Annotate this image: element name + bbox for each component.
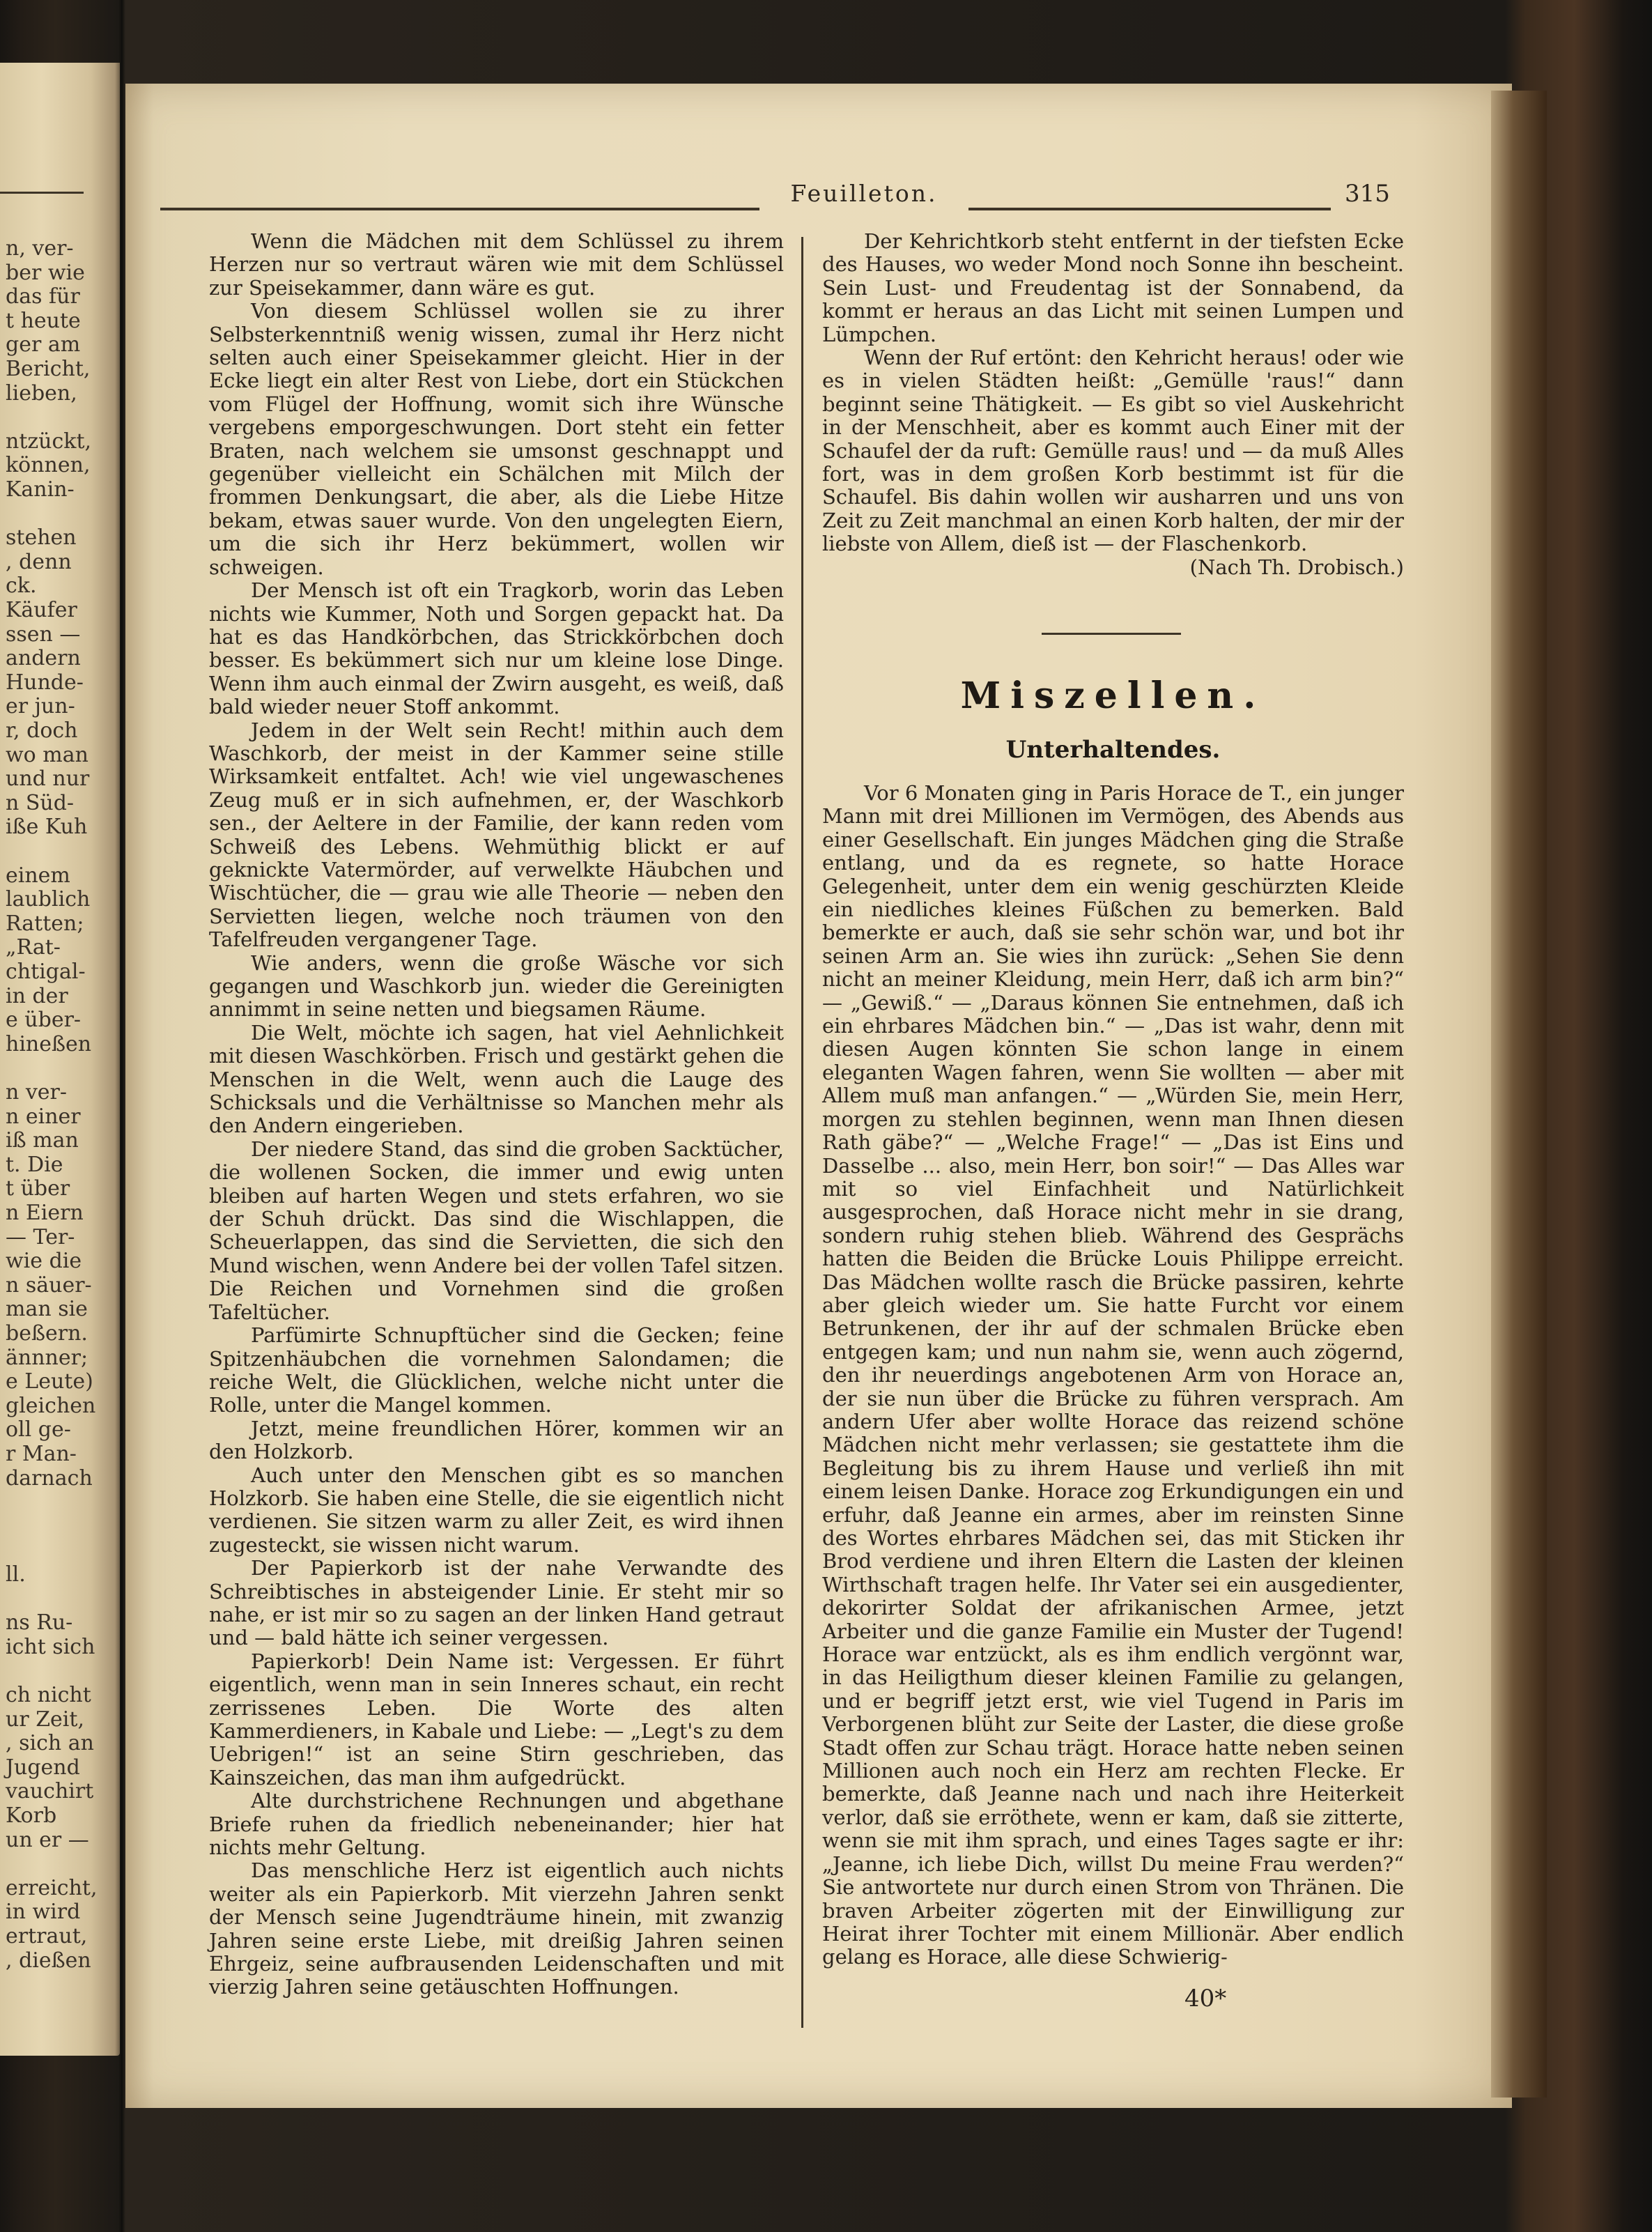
facing-page-edge: [0, 63, 120, 2056]
paragraph: Auch unter den Menschen gibt es so manchen Holzkorb. Sie haben eine Stelle, die sie eigentlich nicht verdienen. Sie sitzen warm zu aller Zeit, es wird ihnen zugesteckt, sie wissen nicht warum.: [209, 1463, 784, 1557]
paragraph: Wie anders, wenn die große Wäsche vor sich gegangen und Waschkorb jun. wieder die Gereinigten annimmt in seine netten und biegsamen Räume.: [209, 950, 784, 1022]
facing-page-line: wie die: [6, 1249, 82, 1274]
facing-page-line: r, doch: [6, 718, 78, 743]
facing-page-line: stehen: [6, 525, 77, 551]
facing-page-line: erreicht,: [6, 1875, 98, 1900]
story-paragraph: Vor 6 Monaten ging in Paris Horace de T., ein junger Mann mit drei Millionen im Vermögen, des Abends aus einer Gesellschaft. Ein junges Mädchen ging die Straße entlang, und da es regnete, so hatte Horace Gelegenheit, unter dem ein wenig geschürzten Kleide ein niedliches kleines Füßchen zu bemerken. Bald bemerkte er auch, daß sie sehr schön war, und bot ihr seinen Arm an. Sie wies ihn zurück: „Sehen Sie denn nicht an meiner Kleidung, mein Herr, daß ich arm bin?“ — „Gewiß.“ — „Daraus können Sie entnehmen, daß ich ein ehrbares Mädchen bin.“ — „Das ist wahr, denn mit diesen Augen könnten Sie schon lange in einem eleganten Wagen fahren, wenn Sie wollten — aber mit Allem muß man anfangen.“ — „Würden Sie, mein Herr, morgen zu stehlen beginnen, wenn man Ihnen diesen Rath gäbe?“ — „Welche Frage!“ — „Das ist Eins und Dasselbe ... also, mein Herr, bon soir!“ — Das Alles war mit so viel Einfachheit und Natürlichkeit ausgesprochen, daß Horace nicht mehr in sie drang, sondern ruhig stehen blieb. Während des Gesprächs hatten die Beiden die Brücke Louis Philippe erreicht. Das Mädchen wollte rasch die Brücke passiren, kehrte aber gleich wieder um. Sie hatte Furcht vor einem Betrunkenen, der ihr auf der schmalen Brücke eben entgegen kam; und nun nahm sie, wenn auch zögernd, den ihr neuerdings angebotenen Arm von Horace an, der sie nun über die Brücke zu führen versprach. Am andern Ufer aber wollte Horace das reizend schöne Mädchen nicht mehr verlassen; sie gestattete ihm die Begleitung bis zu ihrem Hause und verließ ihn mit einem leisen Danke. Horace zog Erkundigungen ein und erfuhr, daß Jeanne ein armes, aber im reinsten Sinne des Wortes ehrbares Mädchen sei, das mit Sticken ihr Brod verdiene und ihren Eltern die Lasten der kleinen Wirthschaft tragen helfe. Ihr Vater sei ein ausgedienter, dekorirter Soldat der afrikanischen Armee, jetzt Arbeiter und die ganze Familie ein Muster der Tugend! Horace war entzückt, als es ihm endlich vergönnt war, in das Heiligthum dieser kleinen Familie zu gelangen, und er begriff jetzt erst, wie viel Tugend in Paris im Verborgenen blüht zur Seite der Laster, die diese große Stadt offen zur Schau trägt. Horace hatte neben seinen Millionen auch noch ein Herz am rechten Flecke. Er bemerkte, daß Jeanne nach und nach ihre Heiterkeit verlor, daß sie erröthete, wenn er kam, daß sie zitterte, wenn sie mit ihm sprach, und eines Tages sagte er ihr: „Jeanne, ich liebe Dich, willst Du meine Frau werden?“ Sie antwortete nur durch einen Strom von Thränen. Die braven Arbeiter zögerten mit der Einwilligung zur Heirat ihrer Tochter mit einem Millionär. Aber endlich gelang es Horace, alle diese Schwierig-: [822, 781, 1404, 1969]
paragraph: Jedem in der Welt sein Recht! mithin auch dem Waschkorb, der meist in der Kammer seine stille Wirksamkeit entfaltet. Ach! wie viel ungewaschenes Zeug muß er in sich aufnehmen, er, der Waschkorb sen., der Aeltere in der Familie, der kann reden vom Schweiß des Lebens. Wehmüthig blickt er auf geknickte Vatermörder, auf verwelkte Häubchen und Wischtücher, die — grau wie alle Theorie — neben den Servietten liegen, welche noch träumen von den Tafelfreuden vergangener Tage.: [209, 718, 784, 952]
column-rule: [801, 237, 803, 2028]
facing-page-line: e über-: [6, 1008, 82, 1033]
facing-page-line: t über: [6, 1176, 70, 1201]
facing-page-line: können,: [6, 453, 91, 478]
facing-page-line: lieben,: [6, 380, 77, 406]
section-title: Miszellen.: [960, 675, 1266, 717]
facing-page-line: gleichen: [6, 1393, 96, 1418]
facing-page-rule: [0, 192, 84, 194]
facing-page-line: ännner;: [6, 1345, 88, 1370]
paragraph: [822, 346, 1404, 579]
paragraph: Der niedere Stand, das sind die groben Sacktücher, die wollenen Socken, die immer und ewig unten bleiben auf harten Wegen und stets erfahren, wo sie der Schuh drückt. Das sind die Wischlappen, die Scheuerlappen, das sind die Servietten, die sich den Mund wischen, wenn Andere bei der vollen Tafel sitzen. Die Reichen und Vornehmen sind die großen Tafeltücher.: [209, 1137, 784, 1324]
facing-page-line: n einer: [6, 1104, 81, 1129]
facing-page-line: ger am: [6, 332, 81, 357]
facing-page-line: n Eiern: [6, 1201, 84, 1225]
facing-page-line: , denn: [6, 549, 72, 574]
facing-page-line: hineßen: [6, 1031, 92, 1056]
facing-page-line: n Süd-: [6, 790, 75, 815]
paragraph: Parfümirte Schnupftücher sind die Gecken; feine Spitzenhäubchen die vornehmen Salondamen; die reiche Welt, die Glücklichen, welche nicht unter die Rolle, unter die Mangel kommen.: [209, 1323, 784, 1417]
facing-page-line: einem: [6, 863, 70, 888]
facing-page-line: Käufer: [6, 598, 77, 622]
facing-page-line: ur Zeit,: [6, 1707, 84, 1732]
facing-page-line: , dießen: [6, 1948, 91, 1973]
signature-mark: 40*: [1184, 1985, 1227, 2012]
right-text-column: [822, 230, 1404, 579]
header-rule-right: [968, 208, 1331, 210]
facing-page-line: ssen —: [6, 622, 81, 647]
facing-page-line: das für: [6, 284, 80, 309]
facing-page-line: t heute: [6, 308, 81, 333]
section-separator: [1042, 633, 1181, 635]
facing-page-line: iße Kuh: [6, 815, 88, 840]
facing-page-line: ertraut,: [6, 1924, 88, 1948]
paragraph: Die Welt, möchte ich sagen, hat viel Aehnlichkeit mit diesen Waschkörben. Frisch und gestärkt gehen die Menschen in die Welt, wenn auch die Lauge des Schicksals und die Verhältnisse so Manchen mehr als den Andern eingerieben.: [209, 1020, 784, 1138]
page-number: 315: [1345, 180, 1390, 208]
facing-page-line: n, ver-: [6, 236, 74, 261]
facing-page-line: Korb: [6, 1803, 57, 1828]
facing-page-line: in wird: [6, 1900, 81, 1925]
facing-page-line: n ver-: [6, 1080, 68, 1105]
facing-page-line: wo man: [6, 742, 88, 767]
facing-page-line: laublich: [6, 887, 91, 912]
facing-page-line: Bericht,: [6, 357, 91, 381]
book-binding-edge: [1491, 91, 1547, 2098]
paragraph: Papierkorb! Dein Name ist: Vergessen. Er führt eigentlich, wenn man in sein Inneres schaut, ein recht zerrissenes Leben. Die Worte des alten Kammerdieners, in Kabale und Liebe: — „Legt's zu dem Uebrigen!“ ist an seine Stirn geschrieben, das Kainszeichen, das man ihm aufgedrückt.: [209, 1649, 784, 1790]
section-subtitle: Unterhaltendes.: [1005, 736, 1221, 764]
facing-page-line: r Man-: [6, 1442, 77, 1466]
facing-page-line: Ratten;: [6, 911, 84, 936]
facing-page-line: Hunde-: [6, 670, 84, 695]
left-text-column: [209, 230, 784, 1999]
facing-page-line: ntzückt,: [6, 429, 92, 454]
paragraph: Wenn die Mädchen mit dem Schlüssel zu ihrem Herzen nur so vertraut wären wie mit dem Schlüssel zur Speisekammer, dann wäre es gut.: [209, 229, 784, 300]
running-title: Feuilleton.: [790, 180, 938, 207]
facing-page-line: oll ge-: [6, 1417, 71, 1442]
facing-page-line: — Ter-: [6, 1224, 75, 1249]
facing-page-line: und nur: [6, 767, 90, 792]
facing-page-line: vauchirt: [6, 1779, 94, 1804]
facing-page-line: in der: [6, 983, 68, 1008]
story-column: [822, 782, 1404, 1969]
facing-page-line: ll.: [6, 1562, 26, 1587]
paragraph-text: Wenn der Ruf ertönt: den Kehricht heraus! oder wie es in vielen Städten heißt: „Gemülle 'raus!“ dann beginnt seine Thätigkeit. — Es gibt so viel Auskehricht in der Menschheit, aber es kommt auch Einer mit der Schaufel der da ruft: Gemülle raus! und — da muß Alles fort, was in dem großen Korb bestimmt ist für die Schaufel. Bis dahin wollen wir ausharren und uns von Zeit zu Zeit manchmal an einen Korb halten, der mir der liebste von Allem, dieß ist — der Flaschenkorb.: [822, 346, 1404, 556]
facing-page-line: andern: [6, 646, 81, 671]
paragraph: Der Kehrichtkorb steht entfernt in der tiefsten Ecke des Hauses, wo weder Mond noch Sonne ihn bescheint. Sein Lust- und Freudentag ist der Sonnabend, da kommt er heraus an das Licht mit seinen Lumpen und Lümpchen.: [822, 229, 1404, 346]
header-rule-left: [160, 208, 759, 210]
paragraph: Der Papierkorb ist der nahe Verwandte des Schreibtisches in absteigender Linie. Er steht mir so nahe, er ist mir so zu sagen an der linken Hand getraut und — bald hätte ich seiner vergessen.: [209, 1556, 784, 1650]
facing-page-line: un er —: [6, 1827, 89, 1852]
facing-page-line: beßern.: [6, 1321, 88, 1346]
facing-page-line: Kanin-: [6, 477, 75, 502]
facing-page-line: Jugend: [6, 1755, 80, 1780]
facing-page-line: er jun-: [6, 694, 75, 719]
facing-page-line: darnach: [6, 1465, 93, 1491]
facing-page-line: „Rat-: [6, 935, 61, 960]
facing-page-line: ns Ru-: [6, 1610, 73, 1635]
paragraph: Jetzt, meine freundlichen Hörer, kommen wir an den Holzkorb.: [209, 1416, 784, 1464]
paragraph: Alte durchstrichene Rechnungen und abgethane Briefe ruhen da friedlich nebeneinander; hier hat nichts mehr Geltung.: [209, 1789, 784, 1860]
facing-page-line: e Leute): [6, 1369, 93, 1394]
facing-page-line: chtigal-: [6, 960, 86, 984]
paragraph: Der Mensch ist oft ein Tragkorb, worin das Leben nichts wie Kummer, Noth und Sorgen gepackt hat. Da hat es das Handkörbchen, das Strickkörbchen doch besser. Es bekümmert sich nur um kleine lose Dinge. Wenn ihm auch einmal der Zwirn ausgeht, es weiß, daß bald wieder neuer Stoff ankommt.: [209, 578, 784, 719]
paragraph: Das menschliche Herz ist eigentlich auch nichts weiter als ein Papierkorb. Mit vierzehn Jahren senkt der Mensch seine Jugendträume hinein, mit zwanzig Jahren seine erste Liebe, mit dreißig Jahren seinen Ehrgeiz, seine aufbrausenden Leidenschaften und mit vierzig Jahren seine getäuschten Hoffnungen.: [209, 1858, 784, 1999]
paragraph: Von diesem Schlüssel wollen sie zu ihrer Selbsterkenntniß wenig wissen, zumal ihr Herz nicht selten auch einer Speisekammer gleicht. Hier in der Ecke liegt ein alter Rest von Liebe, dort ein Stückchen vom Flügel der Hoffnung, womit sich ihre Wünsche vergebens emporgeschwungen. Dort steht ein fetter Braten, nach welchem sie umsonst geschnappt und gegenüber vielleicht ein Schälchen mit Milch der frommen Denkungsart, die aber, als die Liebe Hitze bekam, etwas sauer wurde. Von den ungelegten Eiern, um die sich ihr Herz bekümmert, wollen wir schweigen.: [209, 299, 784, 579]
facing-page-line: ch nicht: [6, 1683, 91, 1707]
facing-page-line: t. Die: [6, 1152, 63, 1177]
facing-page-line: , sich an: [6, 1731, 94, 1756]
facing-page-line: iß man: [6, 1128, 79, 1153]
facing-page-line: man sie: [6, 1297, 88, 1322]
author-signature: (Nach Th. Drobisch.): [1189, 555, 1404, 579]
facing-page-line: ber wie: [6, 260, 85, 285]
facing-page-line: icht sich: [6, 1634, 95, 1659]
facing-page-line: n säuer-: [6, 1272, 92, 1298]
facing-page-line: ck.: [6, 574, 37, 599]
